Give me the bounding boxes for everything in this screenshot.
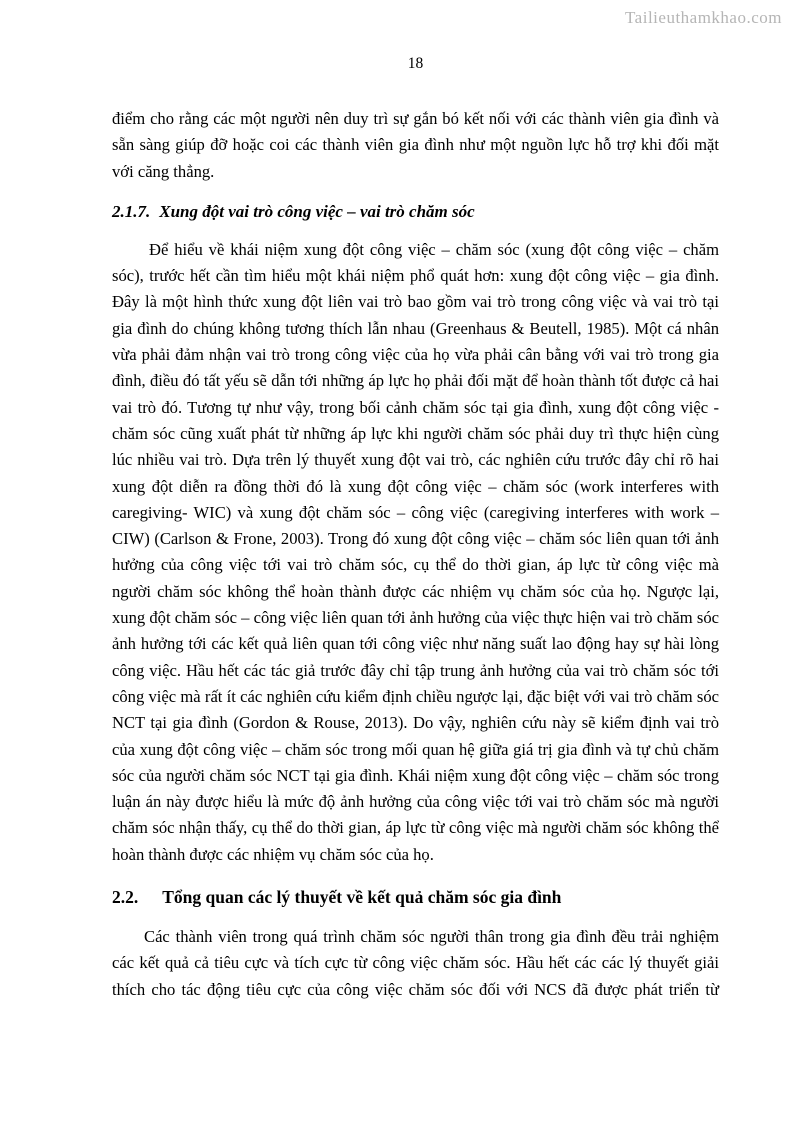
section-title: Xung đột vai trò công việc – vai trò chăm sóc <box>159 201 475 221</box>
section-number: 2.2. <box>112 887 139 908</box>
paragraph-continuation: điểm cho rằng các một người nên duy trì sự gắn bó kết nối với các thành viên gia đình và sẵn sàng giúp đỡ hoặc coi các thành viên gia đình như một nguồn lực hỗ trợ khi đối mặt với căng thẳng. <box>112 109 719 181</box>
page-number: 18 <box>407 55 424 72</box>
paragraph-section-2-1-7: Để hiểu về khái niệm xung đột công việc – chăm sóc (xung đột công việc – chăm sóc), trước hết cần tìm hiểu một khái niệm phổ quát hơn: xung đột công việc – gia đình. Đây là một hình thức xung đột liên vai trò bao gồm vai trò trong công việc và vai trò tại gia đình do chúng không tương thích lẫn nhau (Greenhaus & Beutell, 1985). Một cá nhân vừa phải đảm nhận vai trò trong công việc của họ vừa phải cân bằng với vai trò trong gia đình, điều đó tất yếu sẽ dẫn tới những áp lực họ phải đối mặt để hoàn thành tốt được cả hai vai trò đó. Tương tự như vậy, trong bối cảnh chăm sóc tại gia đình, xung đột công việc - chăm sóc cũng xuất phát từ những áp lực khi người chăm sóc phải duy trì thực hiện cùng lúc nhiều vai trò. Dựa trên lý thuyết xung đột vai trò, các nghiên cứu trước đây chỉ rõ hai xung đột diễn ra đồng thời đó là xung đột công việc – chăm sóc (work interferes with caregiving- WIC) và xung đột chăm sóc – công việc (caregiving interferes with work – CIW) (Carlson & Frone, 2003). Trong đó xung đột công việc – chăm sóc liên quan tới ảnh hưởng của công việc tới vai trò chăm sóc, cụ thể do thời gian, áp lực từ công việc mà người chăm sóc không thể hoàn thành được các nhiệm vụ chăm sóc của họ. Ngược lại, xung đột chăm sóc – công việc liên quan tới ảnh hưởng của việc thực hiện vai trò chăm sóc ảnh hưởng tới các kết quả liên quan tới công việc như năng suất lao động hay sự hài lòng công việc. Hầu hết các tác giả trước đây chỉ tập trung ảnh hưởng của vai trò chăm sóc tới công việc mà rất ít các nghiên cứu kiểm định chiều ngược lại, đặc biệt với vai trò chăm sóc NCT tại gia đình (Gordon & Rouse, 2013). Do vậy, nghiên cứu này sẽ kiểm định vai trò của xung đột công việc – chăm sóc trong mối quan hệ giữa giá trị gia đình và tự chủ chăm sóc của người chăm sóc NCT tại gia đình. Khái niệm xung đột công việc – chăm sóc trong luận án này được hiểu là mức độ ảnh hưởng của công việc tới vai trò chăm sóc mà người chăm sóc nhận thấy, cụ thể do thời gian, áp lực từ công việc mà người chăm sóc không thể hoàn thành được các nhiệm vụ chăm sóc của họ. <box>112 239 719 864</box>
paragraph-section-2-2: Các thành viên trong quá trình chăm sóc người thân trong gia đình đều trải nghiệm các kết quả cả tiêu cực và tích cực từ công việc chăm sóc. Hầu hết các các lý thuyết giải thích cho tác động tiêu cực của công việc chăm sóc đối với NCS đã được phát triển từ <box>112 927 719 999</box>
section-heading-2-1-7 <box>112 200 719 224</box>
section-title: Tổng quan các lý thuyết về kết quả chăm sóc gia đình <box>162 887 562 908</box>
section-number: 2.1.7. <box>112 201 151 221</box>
section-heading-2-2 <box>112 885 719 910</box>
site-watermark: Tailieuthamkhao.com <box>624 8 782 27</box>
page-content <box>112 55 719 1003</box>
